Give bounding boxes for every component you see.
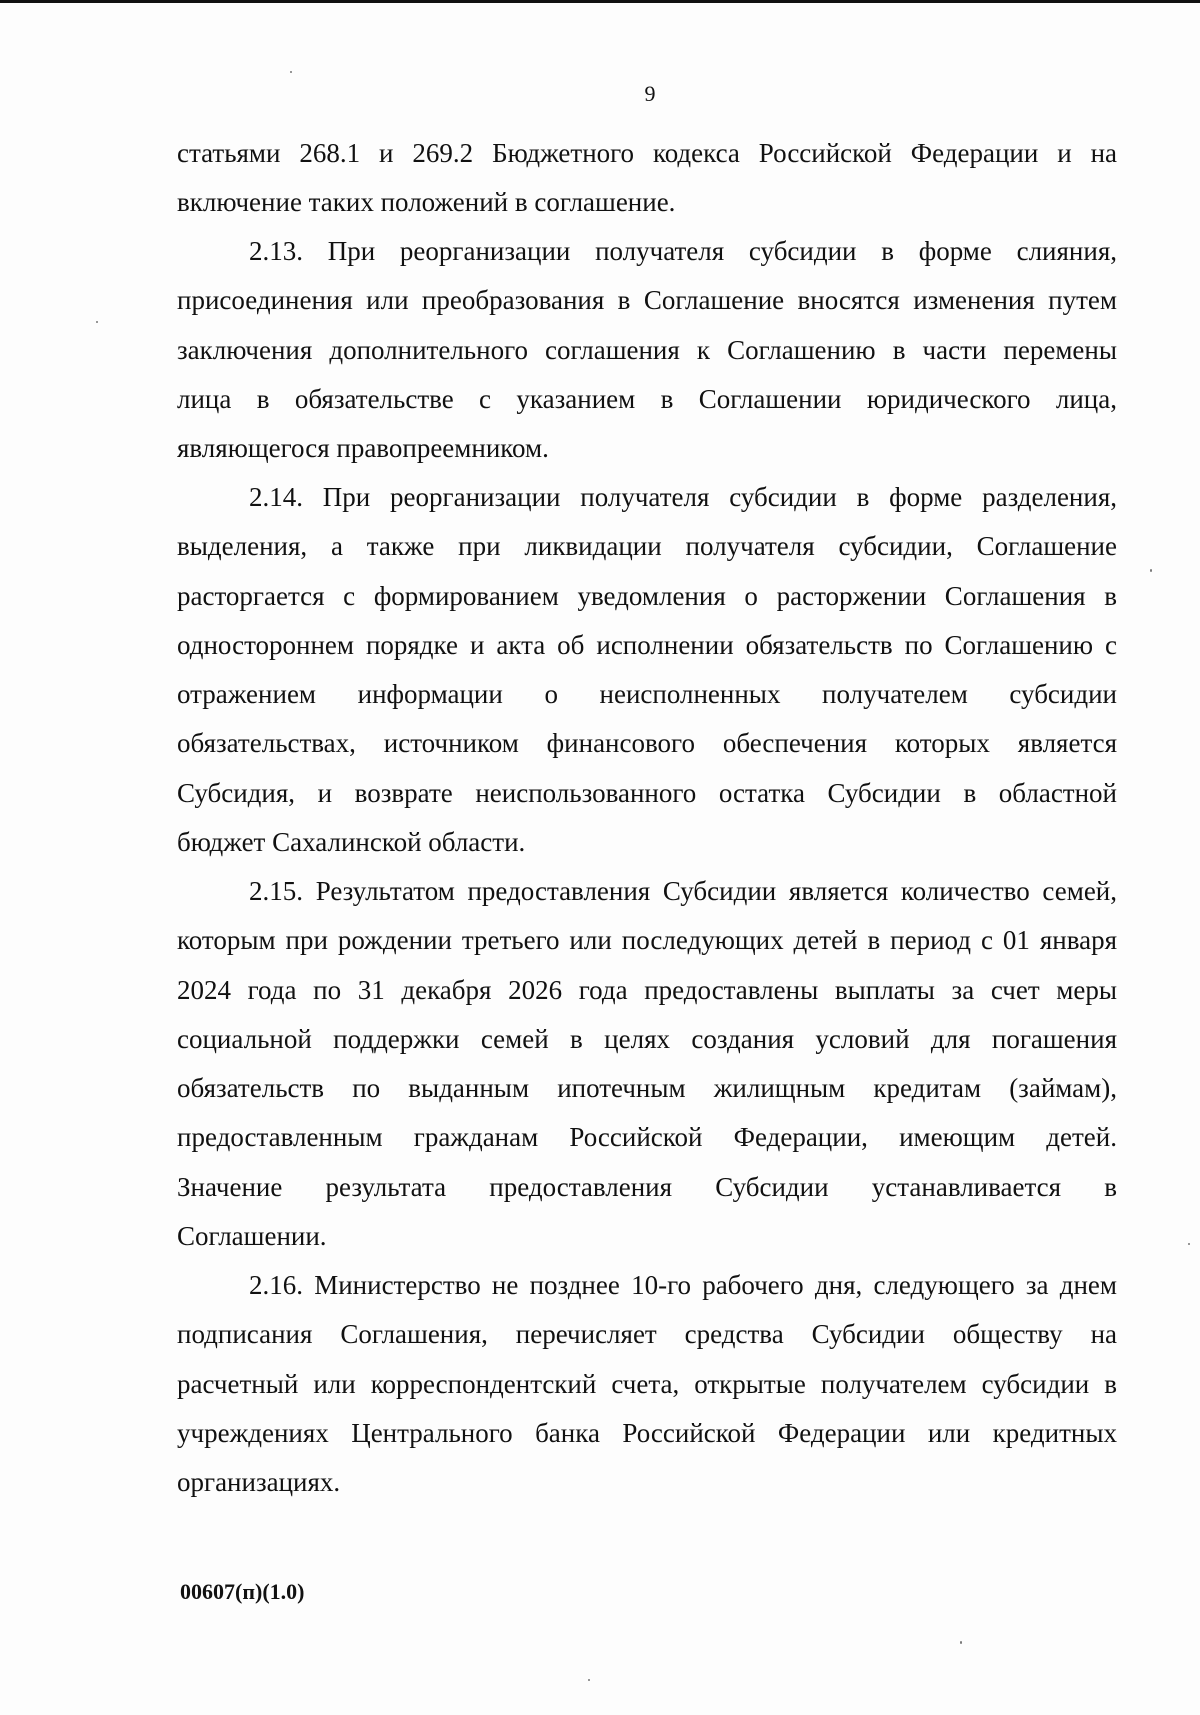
text-line: Субсидия, и возврате неиспользованного остатка Субсидии в областной [177, 777, 1117, 808]
paragraph-2-13 [177, 227, 1117, 473]
text-line: учреждениях Центрального банка Российской Федерации или кредитных [177, 1417, 1117, 1448]
paragraph-2-14 [177, 473, 1117, 867]
text-line: включение таких положений в соглашение. [177, 187, 676, 218]
text-line: подписания Соглашения, перечисляет средства Субсидии обществу на [177, 1319, 1117, 1350]
text-line: Значение результата предоставления Субсидии устанавливается в [177, 1171, 1117, 1202]
text-line: 2024 года по 31 декабря 2026 года предоставлены выплаты за счет меры [177, 974, 1117, 1005]
text-line: 2.14. При реорганизации получателя субсидии в форме разделения, [249, 482, 1117, 512]
text-line: лица в обязательстве с указанием в Соглашении юридического лица, [177, 383, 1117, 414]
text-line: отражением информации о неисполненных получателем субсидии [177, 679, 1117, 710]
text-line: выделения, а также при ликвидации получателя субсидии, Соглашение [177, 531, 1117, 562]
scan-speck [96, 321, 98, 323]
text-line: являющегося правопреемником. [177, 433, 549, 464]
paragraph-2-16 [177, 1261, 1117, 1507]
text-line: заключения дополнительного соглашения к Соглашению в части перемены [177, 334, 1117, 365]
scan-speck [960, 1641, 962, 1644]
page-number: 9 [644, 81, 656, 106]
text-line: расторгается с формированием уведомления о расторжении Соглашения в [177, 580, 1117, 611]
text-line: Соглашении. [177, 1221, 327, 1252]
text-line: организациях. [177, 1467, 341, 1498]
text-line: статьями 268.1 и 269.2 Бюджетного кодекса Российской Федерации и на [177, 138, 1117, 168]
text-line: 2.13. При реорганизации получателя субсидии в форме слияния, [249, 236, 1117, 266]
text-line: которым при рождении третьего или последующих детей в период с 01 января [177, 925, 1117, 956]
footer-document-code: 00607(п)(1.0) [180, 1579, 305, 1604]
scan-speck [588, 1679, 590, 1681]
text-line: одностороннем порядке и акта об исполнении обязательств по Соглашению с [177, 629, 1117, 660]
text-line: 2.16. Министерство не позднее 10-го рабочего дня, следующего за днем [249, 1270, 1117, 1300]
text-line: предоставленным гражданам Российской Федерации, имеющим детей. [177, 1122, 1117, 1153]
text-line: обязательств по выданным ипотечным жилищным кредитам (займам), [177, 1073, 1117, 1104]
text-line: присоединения или преобразования в Соглашение вносятся изменения путем [177, 285, 1117, 316]
text-line: обязательствах, источником финансового обеспечения которых является [177, 728, 1117, 759]
scan-speck [1150, 569, 1152, 572]
text-line: расчетный или корреспондентский счета, открытые получателем субсидии в [177, 1368, 1117, 1399]
text-line: 2.15. Результатом предоставления Субсидии является количество семей, [249, 876, 1117, 906]
paragraph-2-15 [177, 867, 1117, 1261]
text-line: бюджет Сахалинской области. [177, 827, 526, 858]
paragraph-continuation [177, 129, 1117, 228]
scan-speck [290, 71, 292, 73]
text-line: социальной поддержки семей в целях создания условий для погашения [177, 1023, 1117, 1054]
scan-speck [1188, 1243, 1190, 1245]
